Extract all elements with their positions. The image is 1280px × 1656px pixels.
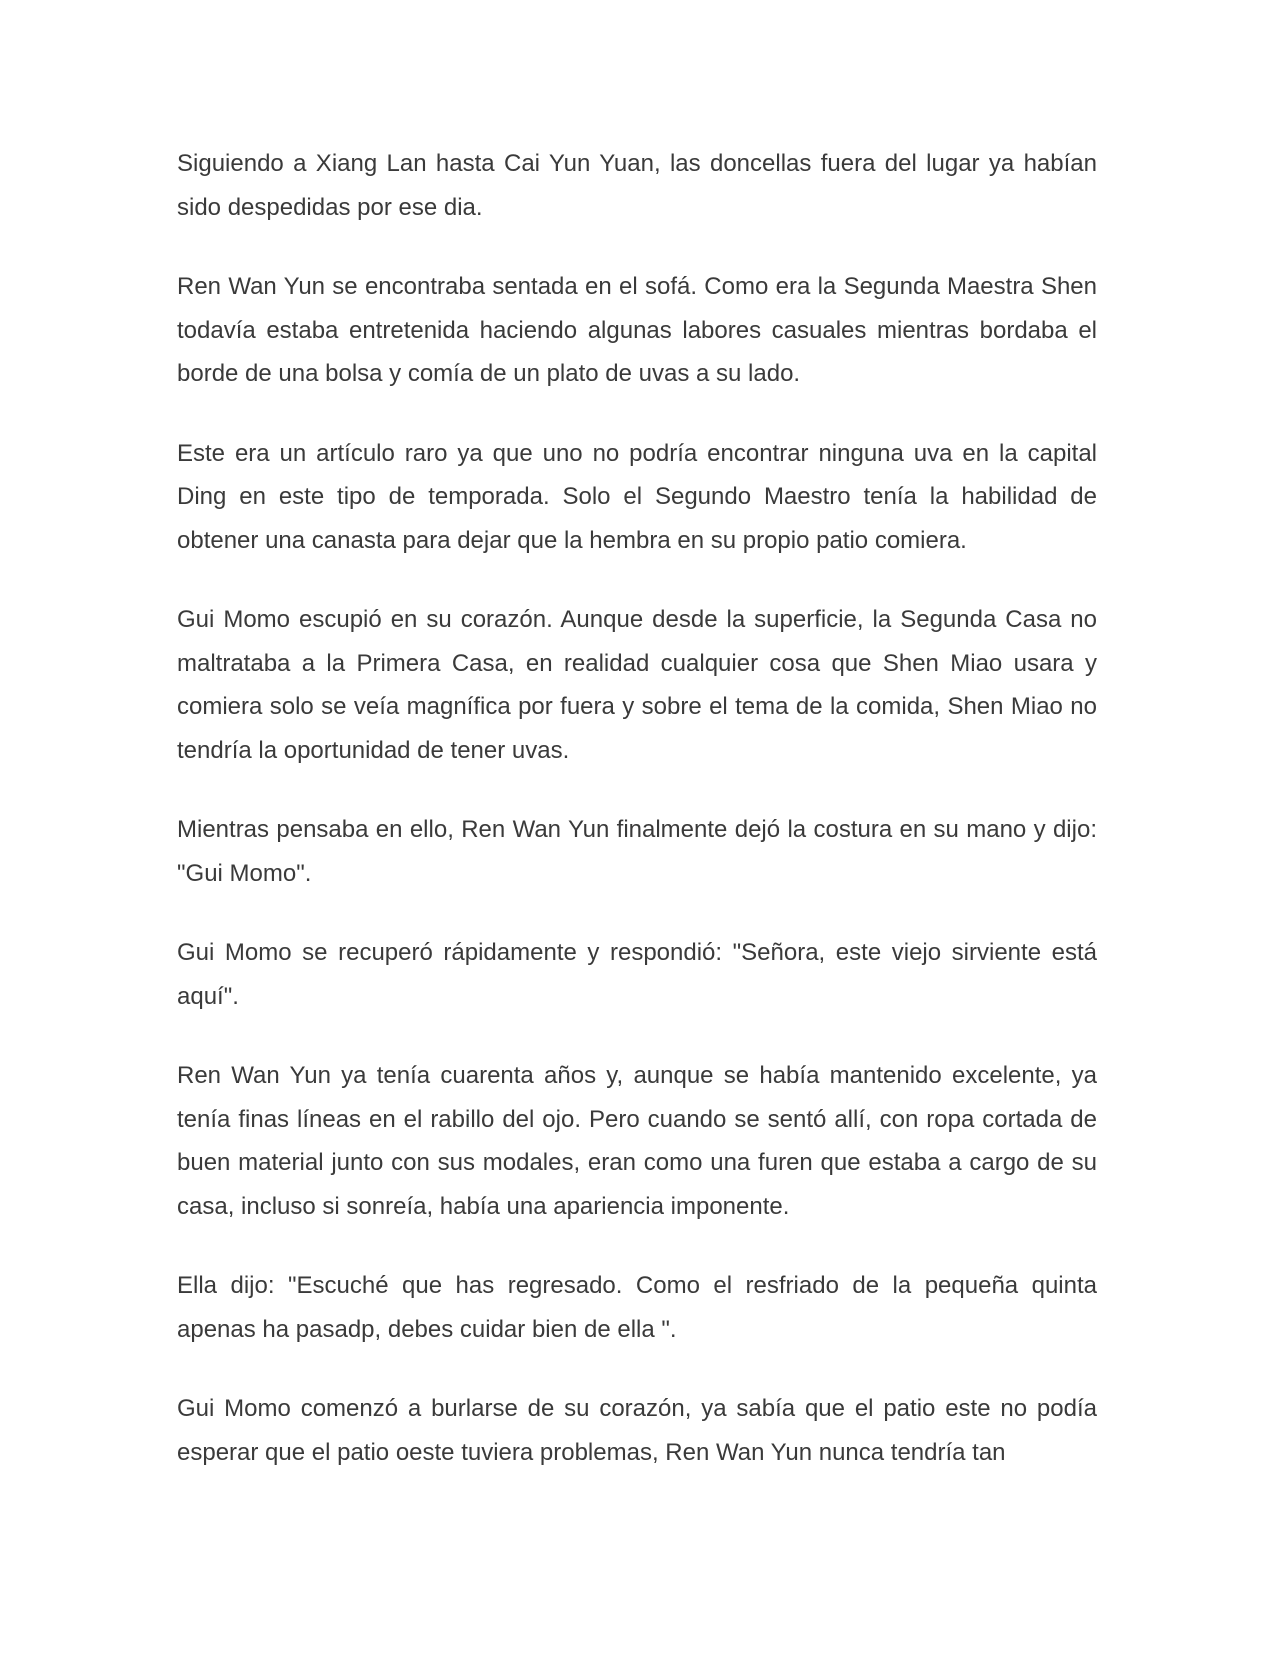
paragraph-7: Ren Wan Yun ya tenía cuarenta años y, aunque se había mantenido excelente, ya tenía finas líneas en el rabillo del ojo. Pero cuando se sentó allí, con ropa cortada de buen material junto con sus modales, eran como una furen que estaba a cargo de su casa, incluso si sonreía, había una apariencia imponente. xyxy=(177,1062,1097,1220)
paragraph-8: Ella dijo: "Escuché que has regresado. Como el resfriado de la pequeña quinta apenas ha pasadp, debes cuidar bien de ella ". xyxy=(177,1272,1097,1343)
paragraph-3: Este era un artículo raro ya que uno no podría encontrar ninguna uva en la capital Ding en este tipo de temporada. Solo el Segundo Maestro tenía la habilidad de obtener una canasta para dejar que la hembra en su propio patio comiera. xyxy=(177,439,1097,554)
paragraph-2: Ren Wan Yun se encontraba sentada en el sofá. Como era la Segunda Maestra Shen todavía estaba entretenida haciendo algunas labores casuales mientras bordaba el borde de una bolsa y comía de un plato de uvas a su lado. xyxy=(177,273,1097,387)
paragraph-1: Siguiendo a Xiang Lan hasta Cai Yun Yuan, las doncellas fuera del lugar ya habían sido despedidas por ese dia. xyxy=(177,150,1097,221)
paragraph-9: Gui Momo comenzó a burlarse de su corazón, ya sabía que el patio este no podía esperar que el patio oeste tuviera problemas, Ren Wan Yun nunca tendría tan xyxy=(177,1395,1097,1466)
paragraph-5: Mientras pensaba en ello, Ren Wan Yun finalmente dejó la costura en su mano y dijo: "Gui Momo". xyxy=(177,816,1097,887)
paragraph-4: Gui Momo escupió en su corazón. Aunque desde la superficie, la Segunda Casa no maltrataba a la Primera Casa, en realidad cualquier cosa que Shen Miao usara y comiera solo se veía magnífica por fuera y sobre el tema de la comida, Shen Miao no tendría la oportunidad de tener uvas. xyxy=(177,606,1097,764)
document-body xyxy=(177,142,1097,1474)
paragraph-6: Gui Momo se recuperó rápidamente y respondió: "Señora, este viejo sirviente está aquí". xyxy=(177,939,1097,1010)
